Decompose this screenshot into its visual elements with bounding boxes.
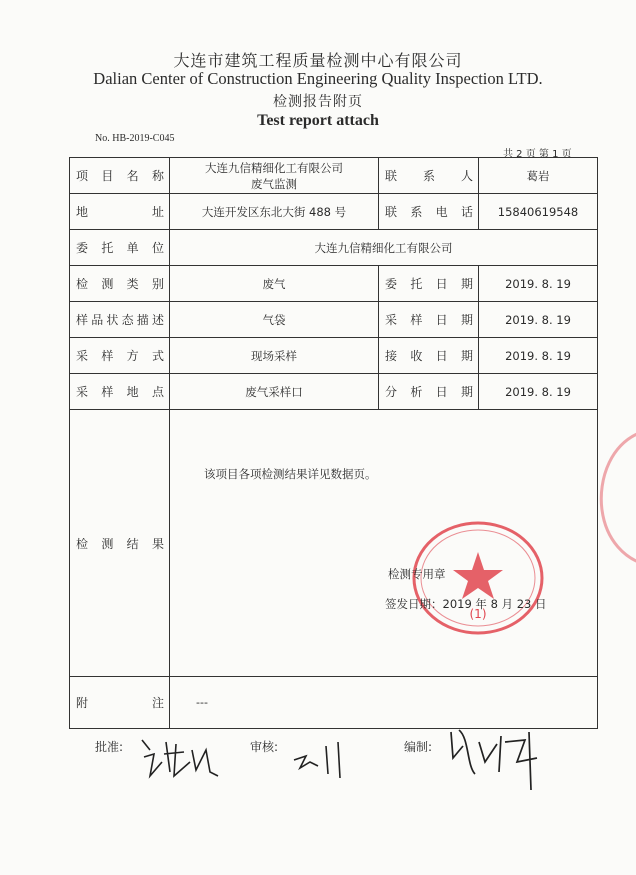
result-text: 该项目各项检测结果详见数据页。 — [204, 467, 377, 481]
result-label — [70, 410, 170, 677]
label-char: 状 — [106, 313, 119, 327]
label-chars — [76, 275, 164, 292]
review-signature — [292, 736, 352, 781]
label-char: 日 — [435, 277, 448, 291]
table-row — [70, 194, 598, 230]
project-name-value: 大连九信精细化工有限公司 废气监测 — [170, 158, 379, 194]
label-char: 采 — [76, 349, 89, 363]
page-count: 共 2 页 第 1 页 — [503, 149, 572, 160]
label-char: 方 — [126, 349, 139, 363]
label-char: 日 — [435, 313, 448, 327]
label-char: 话 — [460, 205, 473, 219]
label-char: 收 — [410, 349, 423, 363]
receive-date-value: 2019. 8. 19 — [479, 338, 598, 374]
label-chars — [385, 275, 473, 292]
label-char: 附 — [76, 696, 89, 710]
label-char: 测 — [101, 536, 114, 551]
compile-signature — [445, 722, 545, 792]
report-info-table — [69, 157, 598, 729]
label-char: 名 — [126, 169, 139, 183]
sign-date: 签发日期：2019 年 8 月 23 日 — [385, 597, 547, 611]
table-row — [70, 677, 598, 729]
label-char: 人 — [460, 169, 473, 183]
report-number: No. HB-2019-C045 — [95, 133, 175, 144]
compile-label: 编制: — [404, 740, 433, 754]
label-char: 日 — [435, 349, 448, 363]
label-char: 态 — [121, 313, 134, 327]
label-char: 别 — [151, 277, 164, 291]
label-char: 式 — [151, 349, 164, 363]
label-char: 分 — [385, 385, 398, 399]
sampling-method-label — [70, 338, 170, 374]
label-char: 样 — [410, 313, 423, 327]
label-char: 点 — [151, 385, 164, 399]
label-chars — [385, 167, 473, 184]
address-label — [70, 194, 170, 230]
label-char: 地 — [76, 205, 89, 219]
table-row — [70, 410, 598, 677]
label-char: 地 — [126, 385, 139, 399]
label-char: 测 — [101, 277, 114, 291]
analysis-date-label — [379, 374, 479, 410]
sampling-method-value: 现场采样 — [170, 338, 379, 374]
label-chars — [385, 347, 473, 364]
label-char: 联 — [385, 205, 398, 219]
label-char: 检 — [76, 536, 89, 551]
label-chars — [385, 203, 473, 220]
label-char: 样 — [101, 349, 114, 363]
table-row — [70, 374, 598, 410]
label-char: 址 — [151, 205, 164, 219]
label-char: 位 — [151, 241, 164, 255]
test-type-label — [70, 266, 170, 302]
label-char: 采 — [385, 313, 398, 327]
sampling-site-label — [70, 374, 170, 410]
label-chars — [76, 383, 164, 400]
address-value: 大连开发区东北大街 488 号 — [170, 194, 379, 230]
svg-text:(1): (1) — [469, 607, 487, 621]
label-char: 日 — [435, 385, 448, 399]
label-char: 描 — [136, 313, 149, 327]
sampling-date-label — [379, 302, 479, 338]
note-label — [70, 677, 170, 729]
table-row — [70, 158, 598, 194]
label-char: 系 — [410, 205, 423, 219]
approve-signature — [140, 732, 220, 782]
client-label — [70, 230, 170, 266]
entrust-date-label — [379, 266, 479, 302]
label-char: 品 — [91, 313, 104, 327]
label-char: 项 — [76, 169, 89, 183]
label-chars — [76, 239, 164, 256]
partial-seal-stamp — [590, 420, 636, 570]
label-char: 委 — [385, 277, 398, 291]
company-name-en: Dalian Center of Construction Engineering Quality Inspection LTD. — [93, 69, 543, 88]
label-char: 托 — [101, 241, 114, 255]
label-char: 果 — [151, 536, 164, 551]
label-char: 托 — [410, 277, 423, 291]
label-chars — [385, 311, 473, 328]
label-char: 系 — [422, 169, 435, 183]
table-row — [70, 302, 598, 338]
client-value: 大连九信精细化工有限公司 — [170, 230, 598, 266]
report-subtitle-cn: 检测报告附页 — [273, 94, 363, 110]
label-chars — [76, 347, 164, 364]
phone-value: 15840619548 — [479, 194, 598, 230]
label-chars — [76, 203, 164, 220]
sample-state-label — [70, 302, 170, 338]
note-value: --- — [170, 677, 598, 729]
label-char: 注 — [151, 696, 164, 710]
result-cell — [170, 410, 598, 677]
label-chars — [385, 383, 473, 400]
label-char: 期 — [460, 313, 473, 327]
report-subtitle-en: Test report attach — [257, 112, 379, 129]
label-char: 电 — [435, 205, 448, 219]
label-chars — [76, 535, 164, 552]
test-type-value: 废气 — [170, 266, 379, 302]
phone-label — [379, 194, 479, 230]
review-label: 审核: — [250, 740, 279, 754]
stamp-label: 检测专用章 — [388, 567, 446, 581]
label-char: 期 — [460, 385, 473, 399]
label-char: 结 — [126, 536, 139, 551]
sampling-site-value: 废气采样口 — [170, 374, 379, 410]
project-name-label — [70, 158, 170, 194]
label-char: 样 — [76, 313, 89, 327]
company-name-cn: 大连市建筑工程质量检测中心有限公司 — [173, 51, 463, 70]
entrust-date-value: 2019. 8. 19 — [479, 266, 598, 302]
label-char: 称 — [151, 169, 164, 183]
label-char: 述 — [151, 313, 164, 327]
label-char: 期 — [460, 349, 473, 363]
table-row — [70, 338, 598, 374]
label-char: 析 — [410, 385, 423, 399]
label-chars — [76, 694, 164, 711]
contact-value: 葛岩 — [479, 158, 598, 194]
receive-date-label — [379, 338, 479, 374]
label-char: 期 — [460, 277, 473, 291]
table-row — [70, 230, 598, 266]
label-char: 类 — [126, 277, 139, 291]
label-char: 检 — [76, 277, 89, 291]
label-char: 单 — [126, 241, 139, 255]
approve-label: 批准: — [95, 740, 124, 754]
sample-state-value: 气袋 — [170, 302, 379, 338]
sampling-date-value: 2019. 8. 19 — [479, 302, 598, 338]
label-char: 样 — [101, 385, 114, 399]
label-char: 委 — [76, 241, 89, 255]
analysis-date-value: 2019. 8. 19 — [479, 374, 598, 410]
contact-label — [379, 158, 479, 194]
label-char: 接 — [385, 349, 398, 363]
table-row — [70, 266, 598, 302]
label-chars — [76, 167, 164, 184]
label-chars — [76, 311, 164, 328]
label-char: 采 — [76, 385, 89, 399]
label-char: 目 — [101, 169, 114, 183]
label-char: 联 — [385, 169, 398, 183]
